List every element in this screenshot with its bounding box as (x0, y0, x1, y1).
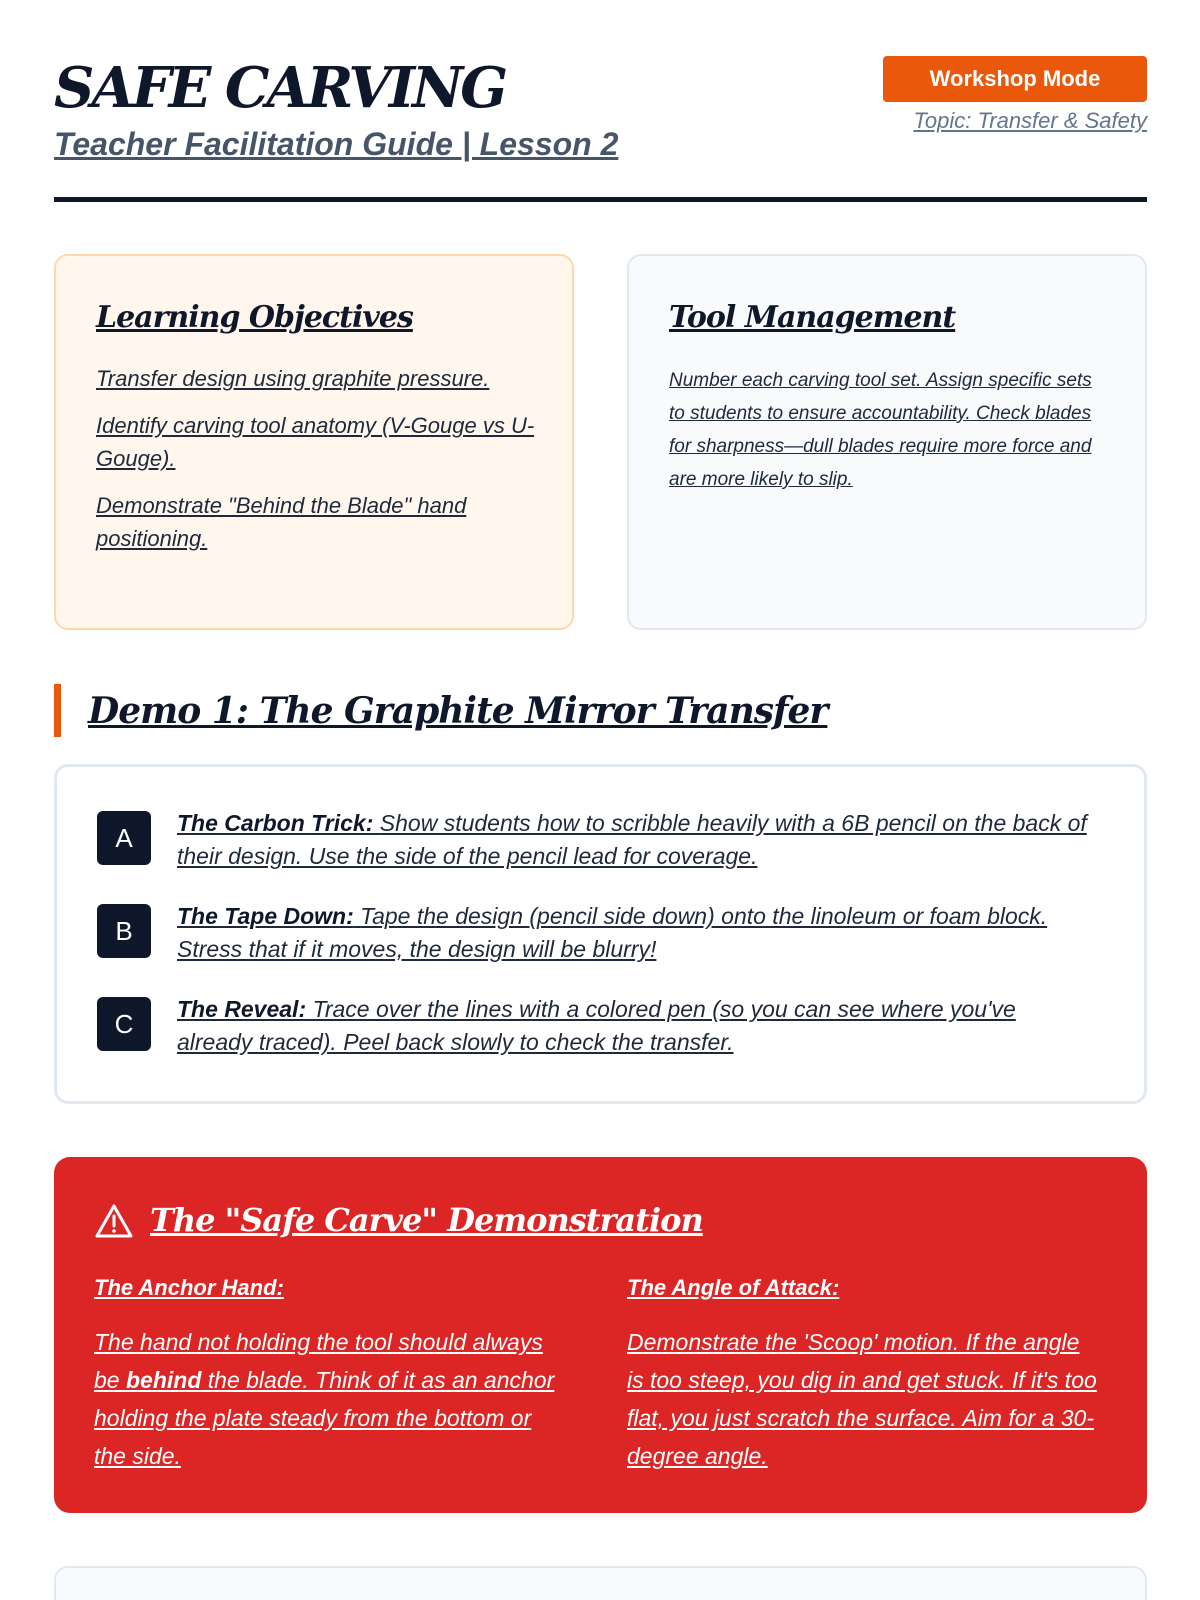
objective-item: Transfer design using graphite pressure. (96, 366, 490, 391)
page-title: SAFE CARVING (54, 55, 506, 121)
anchor-hand-text-part: The hand not holding the tool should always be (94, 1329, 543, 1393)
angle-of-attack-column (627, 1273, 1097, 1475)
step-b-description: Tape the design (pencil side down) onto the linoleum or foam block. Stress that if it moves, the design will be blurry! (177, 903, 1048, 962)
step-b-badge: B (97, 904, 151, 958)
step-c (97, 993, 1097, 1063)
learning-objectives-heading: Learning Objectives (96, 300, 413, 335)
anchor-hand-emphasis: behind (125, 1367, 202, 1393)
page-subtitle: Teacher Facilitation Guide | Lesson 2 (54, 126, 619, 162)
anchor-hand-text-part: the blade. Think of it as an anchor holding the plate steady from the bottom or the side. (94, 1367, 555, 1469)
tool-management-heading: Tool Management (669, 300, 956, 335)
step-c-text (177, 993, 1097, 1059)
workshop-mode-badge: Workshop Mode (883, 56, 1147, 102)
safe-carve-title: The "Safe Carve" Demonstration (150, 1201, 703, 1239)
demo-1-steps-card (54, 764, 1147, 1104)
warning-triangle-icon (94, 1203, 134, 1239)
next-section-card (54, 1566, 1147, 1600)
step-a-text (177, 807, 1097, 873)
step-a-badge: A (97, 811, 151, 865)
objective-item: Demonstrate "Behind the Blade" hand positioning. (96, 493, 467, 551)
step-a (97, 807, 1097, 877)
step-a-description: Show students how to scribble heavily with a 6B pencil on the back of their design. Use the side of the pencil lead for coverage. (177, 810, 1087, 869)
demo-1-title: Demo 1: The Graphite Mirror Transfer (88, 690, 828, 732)
page-header (54, 56, 1147, 202)
step-b-label: The Tape Down: (177, 903, 354, 929)
objectives-list (96, 362, 536, 569)
tool-management-card (627, 254, 1147, 630)
step-a-label: The Carbon Trick: (177, 810, 374, 836)
step-b-text (177, 900, 1097, 966)
anchor-hand-column (94, 1273, 564, 1475)
step-c-label: The Reveal: (177, 996, 307, 1022)
step-b (97, 900, 1097, 970)
section-accent-bar (54, 684, 61, 737)
angle-of-attack-heading: The Angle of Attack: (627, 1275, 840, 1300)
angle-of-attack-text: Demonstrate the 'Scoop' motion. If the angle is too steep, you dig in and get stuck. If it's too flat, you just scratch the surface. Aim for a 30-degree angle. (627, 1329, 1097, 1469)
objective-item: Identify carving tool anatomy (V-Gouge vs U-Gouge). (96, 413, 535, 471)
tool-management-text: Number each carving tool set. Assign specific sets to students to ensure accountability. Check blades for sharpness—dull blades require more force and are more likely to slip. (669, 370, 1092, 490)
topic-label: Topic: Transfer & Safety (913, 108, 1147, 133)
step-c-description: Trace over the lines with a colored pen (so you can see where you've already traced). Peel back slowly to check the transfer. (177, 996, 1016, 1055)
anchor-hand-text (94, 1323, 564, 1475)
learning-objectives-card (54, 254, 574, 630)
anchor-hand-heading: The Anchor Hand: (94, 1275, 284, 1300)
step-c-badge: C (97, 997, 151, 1051)
safe-carve-card (54, 1157, 1147, 1513)
